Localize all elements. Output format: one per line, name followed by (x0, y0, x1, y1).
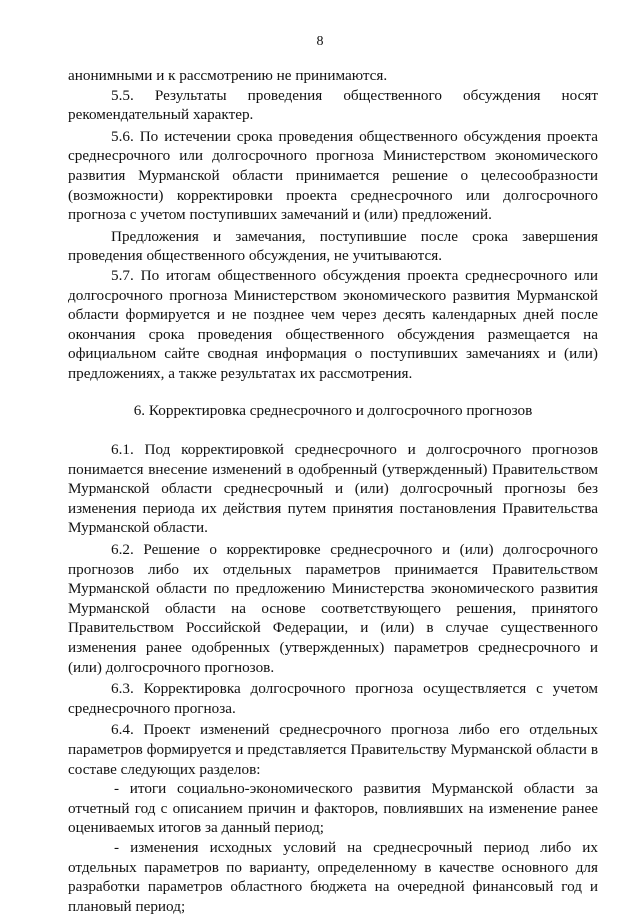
paragraph-proposals: Предложения и замечания, поступившие после срока завершения проведения общественного обсуждения, не учитываются. (68, 227, 598, 265)
paragraph-6-2: 6.2. Решение о корректировке среднесрочного и (или) долгосрочного прогнозов либо их отдельных параметров принимается Правительством Мурманской области по предложению Министерства экономического развития Мурманской области на основе соответствующего решения, принятого Правительством Российской Федерации, и (или) в случае существенного изменения ранее одобренных (утвержденных) параметров среднесрочного и (или) долгосрочного прогнозов. (68, 541, 598, 676)
document-body (68, 66, 598, 916)
paragraph-continuation: анонимными и к рассмотрению не принимаются. (68, 67, 388, 84)
section-heading: 6. Корректировка среднесрочного и долгосрочного прогнозов (133, 401, 533, 419)
paragraph-5-7: 5.7. По итогам общественного обсуждения проекта среднесрочного или долгосрочного прогноза Министерством экономического развития Мурманской области формируется и не позднее чем через десять календарных дней после окончания срока проведения общественного обсуждения размещается на официальном сайте сводная информация о поступивших замечаниях и (или) предложениях, а также результатах их рассмотрения. (68, 266, 598, 382)
paragraph-6-1: 6.1. Под корректировкой среднесрочного и долгосрочного прогнозов понимается внесение изменений в одобренный (утвержденный) Правительством Мурманской области среднесрочный и (или) долгосрочный прогнозы без изменения периода их действия путем принятия постановления Правительства Мурманской области. (68, 441, 598, 537)
list-item: - итоги социально-экономического развития Мурманской области за отчетный год с описанием причин и факторов, повлиявших на изменение ранее оцениваемых итогов за данный период; (68, 780, 598, 837)
paragraph-5-5: 5.5. Результаты проведения общественного обсуждения носят рекомендательный характер. (68, 86, 598, 124)
paragraph-5-6: 5.6. По истечении срока проведения общественного обсуждения проекта среднесрочного или долгосрочного прогноза Министерством экономического развития Мурманской области принимается решение о целесообразности (возможности) корректировки проекта среднесрочного или долгосрочного прогноза с учетом поступивших замечаний и (или) предложений. (68, 127, 598, 224)
page-number: 8 (316, 34, 324, 49)
paragraph-6-3: 6.3. Корректировка долгосрочного прогноза осуществляется с учетом среднесрочного прогноза. (68, 680, 598, 717)
paragraph-6-4: 6.4. Проект изменений среднесрочного прогноза либо его отдельных параметров формируется и представляется Правительству Мурманской области в составе следующих разделов: (68, 721, 598, 778)
list-item: - изменения исходных условий на среднесрочный период либо их отдельных параметров по варианту, определенному в качестве основного для разработки параметров областного бюджета на очередной финансовый год и плановый период; (68, 838, 598, 915)
